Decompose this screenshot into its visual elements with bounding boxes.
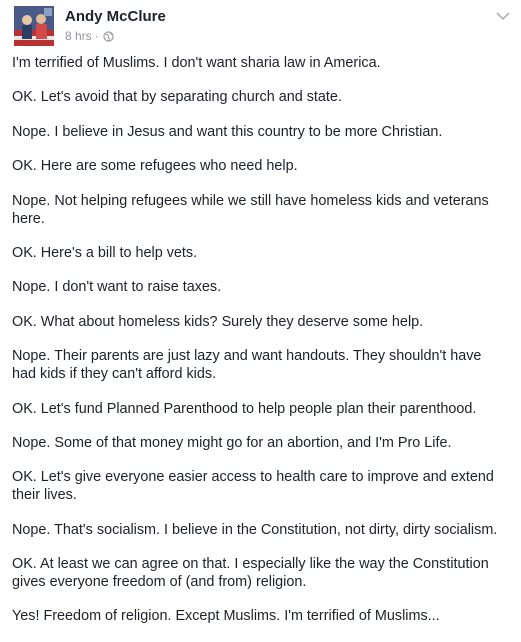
- post-paragraph: Yes! Freedom of religion. Except Muslims. I'm terrified of Muslims...: [12, 608, 440, 625]
- globe-icon[interactable]: [103, 31, 114, 42]
- timestamp[interactable]: 8 hrs: [65, 29, 92, 43]
- post-paragraph: OK. Here are some refugees who need help.: [12, 158, 298, 175]
- post-paragraph: OK. What about homeless kids? Surely they deserve some help.: [12, 313, 424, 330]
- post-paragraph: Nope. I don't want to raise taxes.: [12, 279, 222, 296]
- post-paragraph: Nope. That's socialism. I believe in the Constitution, not dirty, dirty socialism.: [12, 521, 498, 538]
- post-paragraph: Nope. Their parents are just lazy and want handouts. They shouldn't have had kids if they can't afford kids.: [12, 348, 482, 383]
- post-body: [12, 54, 504, 642]
- avatar[interactable]: [14, 6, 54, 46]
- post-paragraph: I'm terrified of Muslims. I don't want sharia law in America.: [12, 55, 381, 71]
- post-paragraph: Nope. Some of that money might go for an abortion, and I'm Pro Life.: [12, 434, 452, 451]
- post-paragraph: Nope. I believe in Jesus and want this country to be more Christian.: [12, 123, 443, 140]
- chevron-down-icon[interactable]: [495, 10, 511, 22]
- post-paragraph: OK. Let's avoid that by separating church and state.: [12, 89, 342, 106]
- post-paragraph: OK. Here's a bill to help vets.: [12, 244, 198, 261]
- avatar-image: [14, 6, 54, 46]
- post-paragraph: OK. Let's give everyone easier access to health care to improve and extend their lives.: [12, 469, 494, 504]
- author-name[interactable]: Andy McClure: [65, 8, 166, 25]
- post-paragraph: Nope. Not helping refugees while we still have homeless kids and veterans here.: [12, 192, 489, 227]
- post-paragraph: OK. At least we can agree on that. I especially like the way the Constitution gives everyone freedom of (and from) religion.: [12, 556, 489, 591]
- post-header: [14, 6, 509, 48]
- post-meta: [65, 29, 114, 43]
- post-paragraph: OK. Let's fund Planned Parenthood to help people plan their parenthood.: [12, 400, 477, 417]
- meta-separator: ·: [94, 29, 99, 43]
